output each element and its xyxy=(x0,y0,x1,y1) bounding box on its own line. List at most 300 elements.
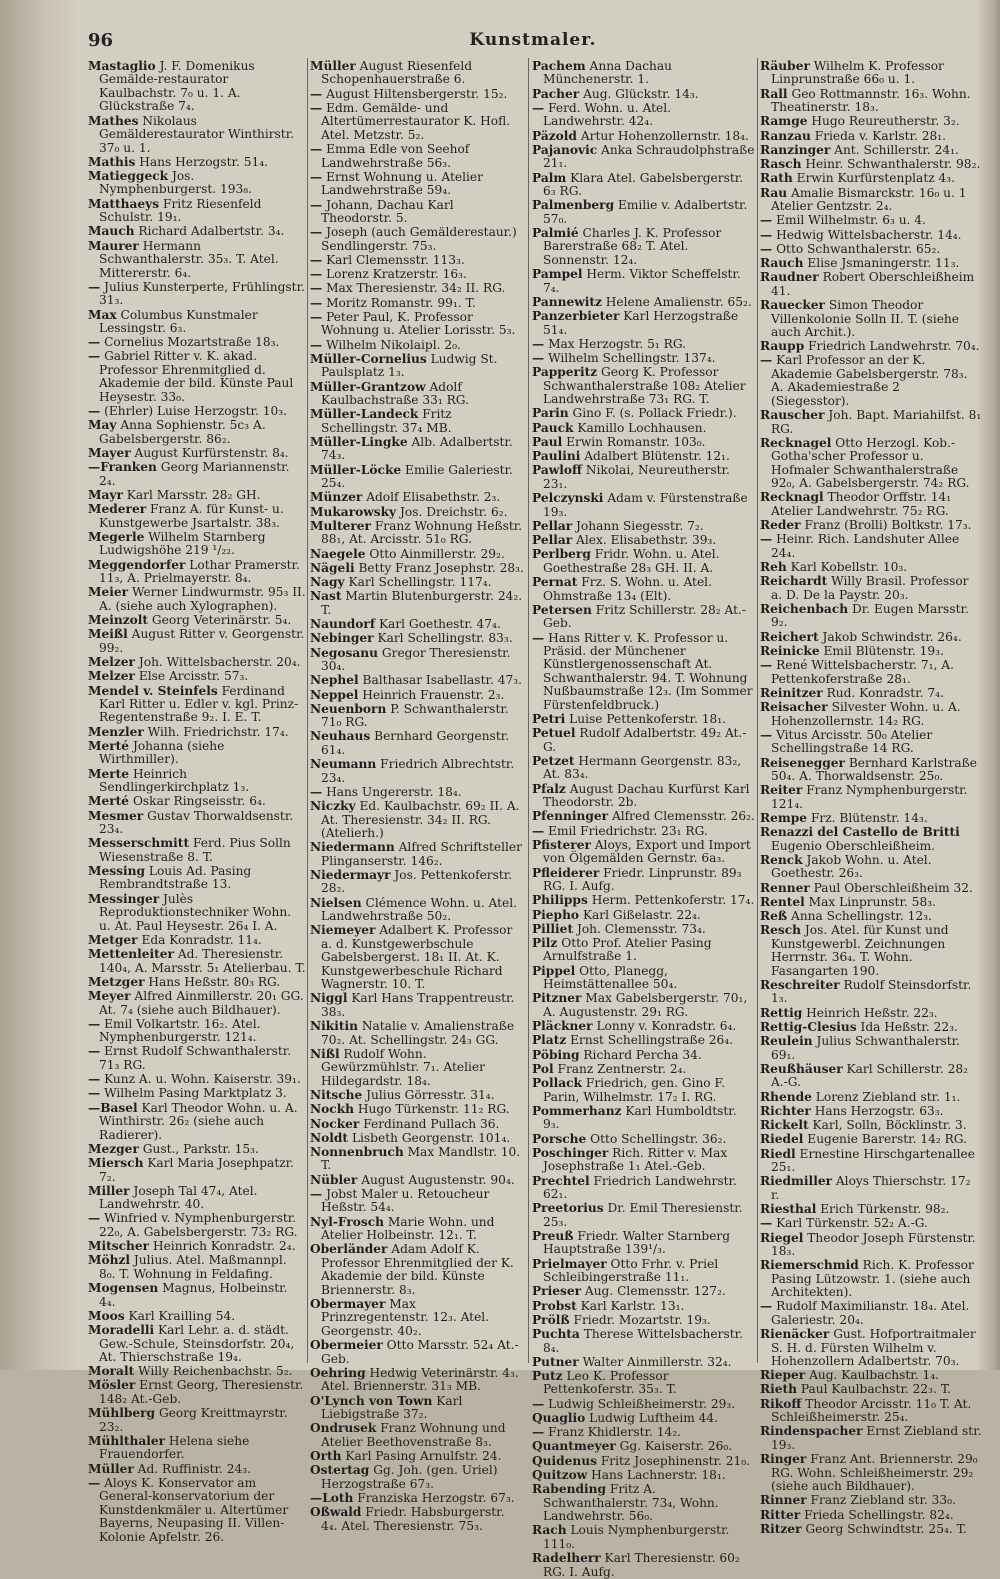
entry-details: Cornelius Mozartstraße 18₃. xyxy=(104,335,280,350)
entry-details: Herm. Viktor Scheffelstr. 7₄. xyxy=(543,267,741,295)
entry-name: Nebinger xyxy=(310,631,374,646)
directory-entry xyxy=(532,604,756,631)
directory-entry xyxy=(88,1254,306,1281)
directory-entry xyxy=(532,727,756,754)
column-rule xyxy=(307,58,308,1363)
directory-entry xyxy=(760,340,982,353)
entry-name: Moradelli xyxy=(88,1323,155,1338)
entry-details: Otto Frhr. v. Priel Schleibingerstraße 11₁. xyxy=(543,1256,719,1285)
entry-details: Therese Wittelsbacherstr. 8₄. xyxy=(543,1327,743,1355)
entry-details: Theodor Joseph Fürstenstr. 18₃. xyxy=(771,1230,976,1258)
directory-entry xyxy=(88,934,306,947)
directory-entry xyxy=(760,1021,982,1034)
entry-name: Matieggeck xyxy=(88,169,169,184)
entry-details: Louis Ad. Pasing Rembrandtstraße 13. xyxy=(99,863,252,892)
entry-details: Julès Reproduktionstechniker Wohn. u. At. Paul Heysestr. 26₄ I. A. xyxy=(99,891,292,933)
entry-name: Niemeyer xyxy=(310,923,376,938)
directory-entry xyxy=(310,520,524,547)
column-4 xyxy=(760,59,982,1536)
directory-entry xyxy=(88,1073,306,1086)
entry-name: Mathis xyxy=(88,154,136,169)
directory-entry xyxy=(532,1398,756,1411)
entry-details: Alfred Clemensstr. 26₂. xyxy=(611,809,755,824)
entry-details: Dr. Emil Theresienstr. 25₃. xyxy=(543,1201,743,1229)
entry-name: Meinzolt xyxy=(88,613,149,628)
entry-details: Emilie Galeriestr. 25₄. xyxy=(321,462,513,491)
entry-details: Emil Wilhelmstr. 6₃ u. 4. xyxy=(776,213,926,228)
entry-name: Rinner xyxy=(760,1493,807,1508)
entry-name: Mendel v. Steinfels xyxy=(88,683,218,698)
entry-name: Nißl xyxy=(310,1046,340,1061)
entry-details: Emil Volkartstr. 16₂. Atel. Nymphenburgerstr. 121₄. xyxy=(99,1016,261,1045)
entry-name: Riemerschmid xyxy=(760,1258,859,1273)
entry-details: Heinrich Konradstr. 2₄. xyxy=(152,1239,296,1254)
entry-details: Emilie v. Adalbertstr. 57₀. xyxy=(543,198,748,226)
entry-name: — xyxy=(310,1186,323,1201)
directory-entry xyxy=(532,839,756,866)
entry-details: Hugo Türkenstr. 11₂ RG. xyxy=(357,1102,510,1117)
entry-details: Ferdinand Pullach 36. xyxy=(363,1116,500,1131)
entry-details: Lisbeth Georgenstr. 101₄. xyxy=(351,1130,511,1145)
directory-entry xyxy=(760,1175,982,1202)
directory-entry xyxy=(88,614,306,627)
entry-details: Clémence Wohn. u. Atel. Landwehrstraße 50₂. xyxy=(321,895,518,924)
directory-entry xyxy=(760,1035,982,1062)
entry-name: Merté xyxy=(88,794,130,809)
entry-name: — xyxy=(532,1396,545,1411)
entry-name: — xyxy=(310,295,323,310)
directory-entry xyxy=(760,1119,982,1132)
entry-name: Pfleiderer xyxy=(532,865,600,880)
entry-details: Robert Oberschleißheim 41. xyxy=(771,270,975,298)
entry-details: Otto Schellingstr. 36₂. xyxy=(590,1131,727,1146)
entry-details: Ludwig St. Paulsplatz 1₃. xyxy=(321,351,498,380)
entry-details: Frz. Blütenstr. 14₃. xyxy=(810,810,928,825)
entry-details: Karl Theresienstr. 60₂ RG. I. Aufg. xyxy=(543,1551,740,1579)
directory-entry xyxy=(532,894,756,907)
directory-entry xyxy=(760,729,982,756)
directory-entry xyxy=(88,419,306,446)
entry-details: Geo Rottmannstr. 16₃. Wohn. Theatinerstr. 18₃. xyxy=(771,86,971,115)
entry-name: Rieth xyxy=(760,1382,798,1397)
entry-name: — xyxy=(310,309,323,324)
entry-name: Reußhäuser xyxy=(760,1061,843,1076)
directory-entry xyxy=(532,422,756,435)
entry-name: — xyxy=(310,281,323,296)
directory-entry xyxy=(88,1212,306,1239)
directory-entry xyxy=(88,1477,306,1544)
entry-details: Alfred Schriftsteller Plinganserstr. 146₂. xyxy=(321,840,522,868)
page-header xyxy=(88,30,978,54)
directory-entry xyxy=(532,199,756,226)
entry-name: Messerschmitt xyxy=(88,836,190,851)
entry-name: Pacher xyxy=(532,86,580,101)
entry-details: Max Mandlstr. 10. T. xyxy=(321,1145,521,1173)
directory-entry xyxy=(310,576,524,589)
entry-details: Fritz Schillerstr. 28₂ At.-Geb. xyxy=(543,602,747,631)
entry-details: Georg Kreittmayrstr. 23₂. xyxy=(99,1406,288,1434)
entry-name: — xyxy=(310,252,323,267)
entry-name: Pläckner xyxy=(532,1019,593,1034)
entry-details: Friedrich Albrechtstr. 23₄. xyxy=(321,757,515,785)
entry-name: Reß xyxy=(760,909,788,924)
directory-entry xyxy=(760,1105,982,1118)
directory-entry xyxy=(88,1324,306,1364)
entry-details: Alfred Ainmillerstr. 20₁ GG. At. 7₄ (siehe auch Bildhauer). xyxy=(99,989,304,1017)
directory-entry xyxy=(310,562,524,575)
entry-name: Messing xyxy=(88,863,145,878)
directory-entry xyxy=(88,489,306,502)
directory-entry xyxy=(310,506,524,519)
entry-details: Fritz Josephinenstr. 21₀. xyxy=(600,1453,751,1468)
entry-details: Walter Ainmillerstr. 32₄. xyxy=(582,1354,732,1369)
directory-entry xyxy=(310,1188,524,1215)
directory-entry xyxy=(88,281,306,308)
entry-details: Friedrich Landwehrstr. 70₄. xyxy=(808,339,980,354)
entry-name: Rhende xyxy=(760,1089,812,1104)
entry-name: Preetorius xyxy=(532,1201,604,1216)
entry-details: Otto Marsstr. 52₄ At.-Geb. xyxy=(321,1338,519,1366)
entry-details: Paul Oberschleißheim 32. xyxy=(813,880,973,895)
entry-details: Ferd. Pius Solln Wiesenstraße 8. T. xyxy=(99,836,291,864)
directory-entry xyxy=(88,810,306,837)
directory-entry xyxy=(532,1063,756,1076)
entry-name: Perlberg xyxy=(532,547,591,562)
entry-details: Oskar Ringseisstr. 6₄. xyxy=(132,794,266,809)
directory-entry xyxy=(88,60,306,114)
directory-entry xyxy=(760,1232,982,1259)
directory-entry xyxy=(310,703,524,730)
entry-details: Hermann Georgenstr. 83₂, At. 83₄. xyxy=(543,753,742,782)
directory-entry xyxy=(310,841,524,868)
entry-details: Vitus Arcisstr. 50₀ Atelier Schellingstraße 14 RG. xyxy=(771,727,933,756)
entry-details: Rudolf Adalbertstr. 49₂ At.-G. xyxy=(543,726,747,754)
directory-entry xyxy=(760,645,982,658)
entry-details: Simon Theodor Villenkolonie Solln II. T. (siehe auch Archit.). xyxy=(771,298,959,339)
directory-entry xyxy=(88,1240,306,1253)
entry-details: Martin Blutenburgerstr. 24₂. T. xyxy=(321,589,523,617)
entry-name: Rall xyxy=(760,86,788,101)
entry-name: Ritter xyxy=(760,1507,801,1522)
directory-entry xyxy=(532,1370,756,1397)
entry-name: — xyxy=(310,267,323,282)
entry-details: Ida Heßstr. 22₃. xyxy=(860,1019,958,1034)
directory-entry xyxy=(310,226,524,253)
entry-name: Paulini xyxy=(532,449,581,464)
entry-details: August Augustenstr. 90₄. xyxy=(361,1172,515,1187)
directory-entry xyxy=(532,1469,756,1482)
entry-details: Adalbert K. Professor a. d. Kunstgewerbschule Gabelsbergerst. 18₁ II. At. K. Kunstgewerbeschule Richard Wagnerstr. 10. T. xyxy=(321,923,513,992)
directory-entry xyxy=(532,464,756,491)
entry-details: Lorenz Kratzerstr. 16₃. xyxy=(326,267,467,282)
directory-entry xyxy=(760,1523,982,1536)
entry-name: Müller-Cornelius xyxy=(310,351,427,366)
entry-name: Mukarowsky xyxy=(310,504,397,519)
entry-details: Hans Herzogstr. 51₄. xyxy=(139,154,269,169)
entry-details: Heinrich Sendlingerkirchplatz 1₃. xyxy=(99,766,250,795)
entry-name: — xyxy=(310,784,323,799)
directory-entry xyxy=(760,1063,982,1090)
directory-entry xyxy=(532,1230,756,1257)
entry-name: — xyxy=(310,142,323,157)
entry-details: Aug. Glückstr. 14₃. xyxy=(583,86,699,101)
directory-entry xyxy=(88,1018,306,1045)
entry-details: Peter Paul, K. Professor Wohnung u. Atelier Lorisstr. 5₃. xyxy=(321,309,516,338)
entry-details: Erwin Kurfürstenplatz 4₃. xyxy=(796,171,956,186)
entry-name: Nast xyxy=(310,589,342,604)
directory-entry xyxy=(760,115,982,128)
entry-name: — xyxy=(310,100,323,115)
entry-details: Aloys Thierschstr. 17₂ r. xyxy=(771,1174,971,1202)
entry-name: Obermeier xyxy=(310,1338,383,1353)
directory-entry xyxy=(88,1087,306,1100)
entry-details: Karl Lehr. a. d. städt. Gew.-Schule, Steinsdorfstr. 20₄, At. Thierschstraße 19₄. xyxy=(99,1323,295,1364)
entry-details: Betty Franz Josephstr. 28₃. xyxy=(358,560,524,575)
entry-name: Riedel xyxy=(760,1132,804,1147)
entry-details: Franz A. für Kunst- u. Kunstgewerbe Jsartalstr. 38₃. xyxy=(99,502,284,530)
entry-details: Klara Atel. Gabelsbergerstr. 6₃ RG. xyxy=(543,170,744,199)
directory-entry xyxy=(310,199,524,226)
directory-entry xyxy=(310,632,524,645)
directory-entry xyxy=(310,1464,524,1491)
directory-entry xyxy=(532,1147,756,1174)
entry-details: Willy Brasil. Professor a. D. De la Paystr. 20₃. xyxy=(771,574,969,602)
directory-entry xyxy=(532,1034,756,1047)
directory-entry xyxy=(88,503,306,530)
entry-name: Petersen xyxy=(532,602,592,617)
entry-details: Franz Ant. Briennerstr. 29₀ RG. Wohn. Schleißheimerstr. 29₂ (siehe auch Bildhauer). xyxy=(771,1452,978,1494)
entry-details: Kunz A. u. Wohn. Kaiserstr. 39₁. xyxy=(104,1072,301,1087)
entry-details: Fridr. Wohn. u. Atel. Goethestraße 28₃ GH. II. A. xyxy=(543,547,720,575)
directory-entry xyxy=(88,1102,306,1142)
entry-details: Natalie v. Amalienstraße 70₂. At. Schellingstr. 24₃ GG. xyxy=(321,1019,515,1047)
entry-name: — xyxy=(310,86,323,101)
entry-details: Otto, Planegg, Heimstättenallee 50₄. xyxy=(543,963,678,992)
entry-name: Pawloff xyxy=(532,463,582,478)
entry-name: Mühlthaler xyxy=(88,1433,166,1448)
entry-name: Rindenspacher xyxy=(760,1424,863,1439)
directory-entry xyxy=(760,757,982,784)
entry-name: Oberländer xyxy=(310,1242,388,1257)
entry-details: Hans Lachnerstr. 18₁. xyxy=(591,1467,726,1482)
directory-entry xyxy=(532,576,756,603)
directory-entry xyxy=(532,227,756,267)
entry-name: Pitzner xyxy=(532,991,582,1006)
entry-name: Prölß xyxy=(532,1312,570,1327)
entry-details: Jos. Pettenkoferstr. 28₂. xyxy=(321,867,513,896)
directory-entry xyxy=(760,882,982,895)
directory-entry xyxy=(310,1492,524,1505)
entry-name: Orth xyxy=(310,1448,342,1463)
entry-details: Gg. Kaiserstr. 26₀. xyxy=(619,1439,733,1454)
entry-details: Julius Schwanthalerstr. 69₁. xyxy=(771,1034,961,1062)
directory-entry xyxy=(760,854,982,881)
entry-name: Mederer xyxy=(88,502,147,517)
directory-entry xyxy=(532,755,756,782)
directory-entry xyxy=(760,1148,982,1175)
directory-entry xyxy=(760,1259,982,1299)
entry-name: Rauecker xyxy=(760,298,825,313)
entry-details: Ernst Schellingstraße 26₄. xyxy=(570,1033,734,1048)
directory-entry xyxy=(532,1133,756,1146)
entry-details: August Hiltensbergerstr. 15₂. xyxy=(326,86,508,101)
entry-name: Petzet xyxy=(532,753,575,768)
entry-details: Adalbert Blütenstr. 12₁. xyxy=(584,449,730,464)
directory-entry xyxy=(760,1300,982,1327)
directory-entry xyxy=(88,531,306,558)
entry-details: Ernst Wohnung u. Atelier Landwehrstraße 59₄. xyxy=(321,169,483,198)
entry-name: Paul xyxy=(532,434,563,449)
directory-entry xyxy=(310,171,524,198)
directory-entry xyxy=(88,670,306,683)
directory-entry xyxy=(532,548,756,575)
entry-details: Rudolf Steinsdorfstr. 1₃. xyxy=(771,977,972,1006)
entry-name: Riedmiller xyxy=(760,1174,832,1189)
entry-details: Georg Mariannenstr. 2₄. xyxy=(99,460,290,488)
entry-name: Ostertag xyxy=(310,1463,370,1478)
entry-details: Herm. Pettenkoferstr. 17₄. xyxy=(591,893,755,908)
entry-details: Columbus Kunstmaler Lessingstr. 6₃. xyxy=(99,307,258,335)
entry-details: Rud. Konradstr. 7₄. xyxy=(826,685,944,700)
entry-name: Messinger xyxy=(88,891,160,906)
entry-details: Karl Schellingstr. 117₄. xyxy=(348,575,492,590)
entry-details: J. F. Domenikus Gemälde-restaurator Kaulbachstr. 7₀ u. 1. A. Glückstraße 7₄. xyxy=(99,59,255,114)
directory-entry xyxy=(760,88,982,115)
entry-details: Frieda v. Karlstr. 28₁. xyxy=(814,128,947,143)
directory-entry xyxy=(760,896,982,909)
directory-entry xyxy=(310,1118,524,1131)
directory-entry xyxy=(88,726,306,739)
directory-entry xyxy=(532,1105,756,1132)
directory-entry xyxy=(88,170,306,197)
entry-details: Winfried v. Nymphenburgerstr. 22₀, A. Gabelsbergerstr. 73₂ RG. xyxy=(99,1211,298,1239)
entry-details: Ernestine Hirschgartenallee 25₁. xyxy=(771,1146,975,1175)
directory-entry xyxy=(760,158,982,171)
directory-entry xyxy=(532,450,756,463)
directory-entry xyxy=(88,893,306,933)
directory-entry xyxy=(88,309,306,336)
entry-name: Probst xyxy=(532,1298,577,1313)
entry-details: Friedr. Mozartstr. 19₃. xyxy=(573,1312,711,1327)
entry-name: — xyxy=(88,1086,101,1101)
entry-details: Moritz Romanstr. 99₁. T. xyxy=(326,295,476,310)
column-rule xyxy=(757,58,758,1363)
entry-details: Magnus, Holbeinstr. 4₄. xyxy=(99,1281,288,1309)
directory-entry xyxy=(310,254,524,267)
directory-entry xyxy=(760,519,982,532)
entry-name: Rau xyxy=(760,185,788,200)
entry-details: Wilhelm Pasing Marktplatz 3. xyxy=(104,1086,287,1101)
entry-name: Renck xyxy=(760,852,803,867)
entry-name: Recknagel xyxy=(760,435,832,450)
entry-details: Erwin Romanstr. 103₀. xyxy=(566,434,706,449)
entry-details: Theodor Arcisstr. 11₀ T. At. Schleißheimerstr. 25₄. xyxy=(771,1396,972,1425)
entry-name: Rikoff xyxy=(760,1396,802,1411)
entry-name: Reichardt xyxy=(760,574,828,589)
entry-name: Reiter xyxy=(760,783,803,798)
entry-name: Räuber xyxy=(760,59,810,73)
entry-details: Franz Nymphenburgerstr. 121₄. xyxy=(771,783,968,811)
directory-entry xyxy=(760,214,982,227)
directory-entry xyxy=(310,282,524,295)
directory-entry xyxy=(310,548,524,561)
directory-entry xyxy=(532,923,756,936)
directory-entry xyxy=(532,1049,756,1062)
directory-entry xyxy=(88,948,306,975)
entry-details: Bernhard Karlstraße 50₄. A. Thorwaldsenstr. 25₀. xyxy=(771,755,977,784)
entry-name: Niczky xyxy=(310,799,356,814)
entry-name: Nikitin xyxy=(310,1019,358,1034)
entry-name: —Loth xyxy=(310,1490,354,1505)
directory-entry xyxy=(88,768,306,795)
entry-details: Alex. Elisabethstr. 39₃. xyxy=(576,533,717,548)
directory-entry xyxy=(310,1103,524,1116)
entry-details: Amalie Bismarckstr. 16₀ u. 1 Atelier Gentzstr. 2₄. xyxy=(771,185,967,214)
directory-entry xyxy=(760,257,982,270)
entry-details: Hedwig Veterinärstr. 4₃. Atel. Briennerstr. 31₃ MB. xyxy=(321,1365,519,1394)
entry-name: — xyxy=(760,532,773,547)
entry-details: Elise Jsmaningerstr. 11₃. xyxy=(807,256,960,271)
entry-name: — xyxy=(310,225,323,240)
entry-name: Naegele xyxy=(310,546,366,561)
directory-entry xyxy=(310,1243,524,1297)
directory-entry xyxy=(532,88,756,101)
entry-name: Mettenleiter xyxy=(88,947,174,962)
entry-details: Anka Schraudolphstraße 21₁. xyxy=(543,142,755,171)
entry-name: — xyxy=(88,349,101,364)
directory-entry xyxy=(310,1020,524,1047)
directory-entry xyxy=(88,990,306,1017)
entry-details: Karl Professor an der K. Akademie Gabelsbergerstr. 78₃. A. Akademiestraße 2 (Siegesstor). xyxy=(771,353,968,408)
entry-details: Wilhelm Schellingstr. 137₄. xyxy=(548,351,716,366)
directory-entry xyxy=(310,897,524,924)
entry-details: Rich. Ritter v. Max Josephstraße 1₁ Atel.-Geb. xyxy=(543,1145,728,1174)
entry-name: Rickelt xyxy=(760,1118,809,1133)
entry-name: Meggendorfer xyxy=(88,557,186,572)
entry-details: Ludwig Luftheim 44. xyxy=(589,1410,719,1425)
directory-entry xyxy=(310,1146,524,1173)
directory-entry xyxy=(532,366,756,406)
entry-details: Frz. S. Wohn. u. Atel. Ohmstraße 13₄ (Elt). xyxy=(543,575,712,603)
directory-entry xyxy=(532,1455,756,1468)
entry-details: Hedwig Wittelsbacherstr. 14₄. xyxy=(776,227,962,242)
directory-entry xyxy=(760,603,982,630)
directory-entry xyxy=(760,631,982,644)
entry-name: Riedl xyxy=(760,1146,796,1161)
directory-entry xyxy=(760,1217,982,1230)
entry-details: Gregor Theresienstr. 30₄. xyxy=(321,645,511,673)
entry-name: Nägeli xyxy=(310,560,355,575)
entry-name: Oehring xyxy=(310,1365,366,1380)
directory-entry xyxy=(760,826,982,853)
directory-entry xyxy=(760,561,982,574)
entry-details: Karl Karlstr. 13₁. xyxy=(580,1298,685,1313)
entry-name: Mathes xyxy=(88,113,139,128)
directory-entry xyxy=(310,869,524,896)
entry-name: Raudner xyxy=(760,270,819,285)
entry-details: Julius Görresstr. 31₄. xyxy=(366,1088,495,1102)
entry-details: Frieda Schellingstr. 82₄. xyxy=(804,1507,954,1522)
entry-name: Rasch xyxy=(760,157,802,172)
entry-details: Friedrich, gen. Gino F. Parin, Wilhelmstr. 17₂ I. RG. xyxy=(543,1076,725,1104)
directory-entry xyxy=(760,979,982,1006)
directory-entry xyxy=(532,102,756,129)
entry-name: Moralt xyxy=(88,1364,135,1379)
entry-name: Metzger xyxy=(88,974,145,989)
directory-entry xyxy=(532,810,756,823)
entry-name: O'Lynch von Town xyxy=(310,1393,433,1408)
directory-entry xyxy=(88,1143,306,1156)
